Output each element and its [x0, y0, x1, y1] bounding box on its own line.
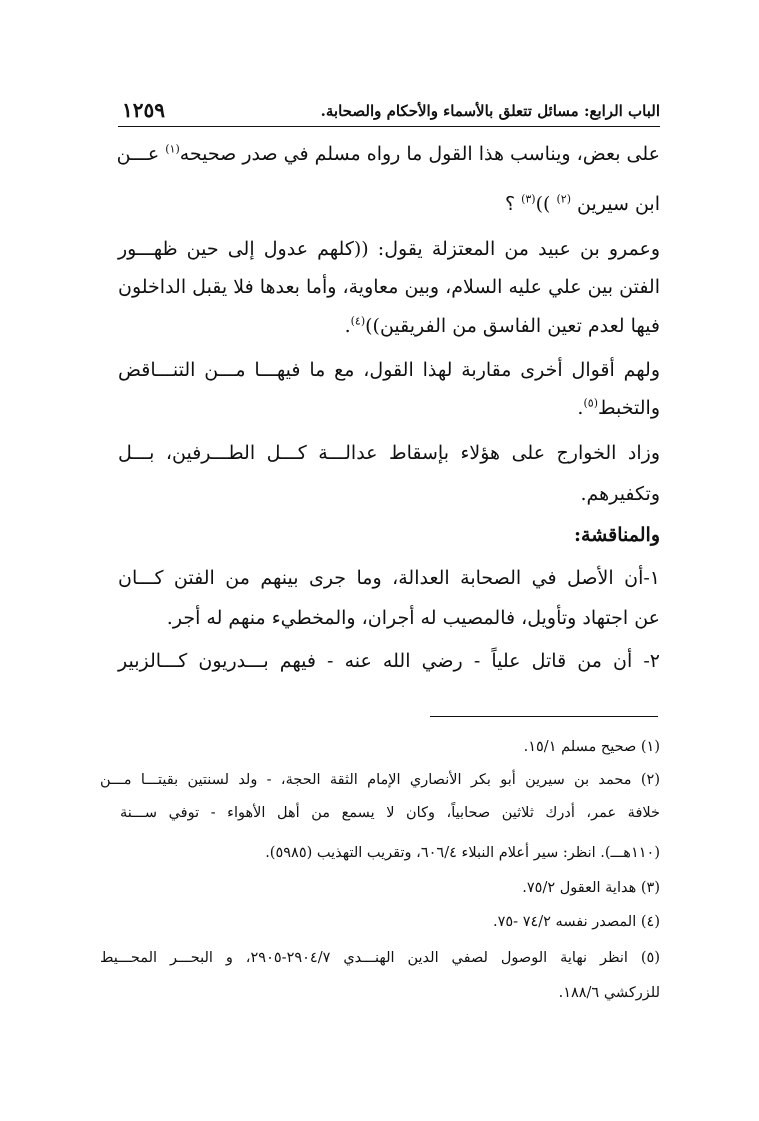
text-line: ولهم أقوال أخرى مقاربة لهذا القول، مع ما فيهـــا مـــن التنـــاقض — [118, 359, 660, 381]
footnote: (١١٠هـــ). انظر: سير أعلام النبلاء ٦٠٦/٤، وتقريب التهذيب (٥٩٨٥). — [265, 845, 660, 861]
footnote: (٥) انظر نهاية الوصول لصفي الدين الهنـــدي ٢٩٠٤/٧-٢٩٠٥، و البحـــر المحـــيط — [100, 950, 661, 966]
footnote-ref[interactable]: (٣) — [521, 192, 536, 206]
text-line: عن اجتهاد وتأويل، فالمصيب له أجران، والمخطيء منهم له أجر. — [166, 607, 660, 629]
text-line: على بعض، ويناسب هذا القول ما رواه مسلم في صدر صحيحه$^{(١)}$ عـــن — [116, 142, 660, 165]
footnote: (١) صحيح مسلم ١٥/١. — [523, 739, 660, 755]
text-line: الفتن بين علي عليه السلام، وبين معاوية، وأما بعدها فلا يقبل الداخلون — [118, 276, 660, 298]
text-line: والتخبط$^{(٥)}$. — [577, 396, 660, 419]
text-line: ٢- أن من قاتل علياً - رضي الله عنه - فيهم بـــدريون كـــالزبير — [118, 650, 660, 672]
text-line: وزاد الخوارج على هؤلاء بإسقاط عدالـــة كـــل الطـــرفين، بـــل — [118, 442, 660, 464]
running-header — [118, 98, 660, 127]
section-heading: والمناقشة: — [574, 524, 660, 546]
footnote: (٣) هداية العقول ٧٥/٢. — [522, 880, 660, 896]
footnote: للزركشي ١٨٨/٦. — [558, 985, 660, 1001]
footnote-ref[interactable]: (١) — [165, 142, 180, 156]
text-line: ١-أن الأصل في الصحابة العدالة، وما جرى بينهم من الفتن كـــان — [118, 567, 660, 589]
footnote-ref[interactable]: (٥) — [583, 396, 598, 410]
text-line: ابن سيرين $^{(٢)}$ ))$^{(٣)}$ ؟ — [504, 192, 660, 215]
text-line: فيها لعدم تعين الفاسق من الفريقين))$^{(٤)}$. — [344, 314, 660, 337]
footnote-ref[interactable]: (٤) — [350, 314, 366, 328]
footnote: (٢) محمد بن سيرين أبو بكر الأنصاري الإمام الثقة الحجة، - ولد لسنتين بقيتـــا مـــن — [100, 772, 660, 788]
page-number: ١٢٥٩ — [122, 98, 165, 122]
footnote-ref[interactable]: (٢) — [556, 192, 571, 206]
footnote: (٤) المصدر نفسه ٧٤/٢ -٧٥. — [492, 914, 660, 930]
text-line: وعمرو بن عبيد من المعتزلة يقول: ((كلهم عدول إلى حين ظهـــور — [118, 238, 660, 260]
chapter-title: الباب الرابع: مسائل تتعلق بالأسماء والأحكام والصحابة. — [320, 102, 660, 120]
footnote: خلافة عمر، أدرك ثلاثين صحابياً، وكان لا يسمع من أهل الأهواء - توفي ســـنة — [120, 805, 660, 821]
footnote-separator — [430, 716, 658, 717]
text-line: وتكفيرهم. — [580, 483, 660, 505]
